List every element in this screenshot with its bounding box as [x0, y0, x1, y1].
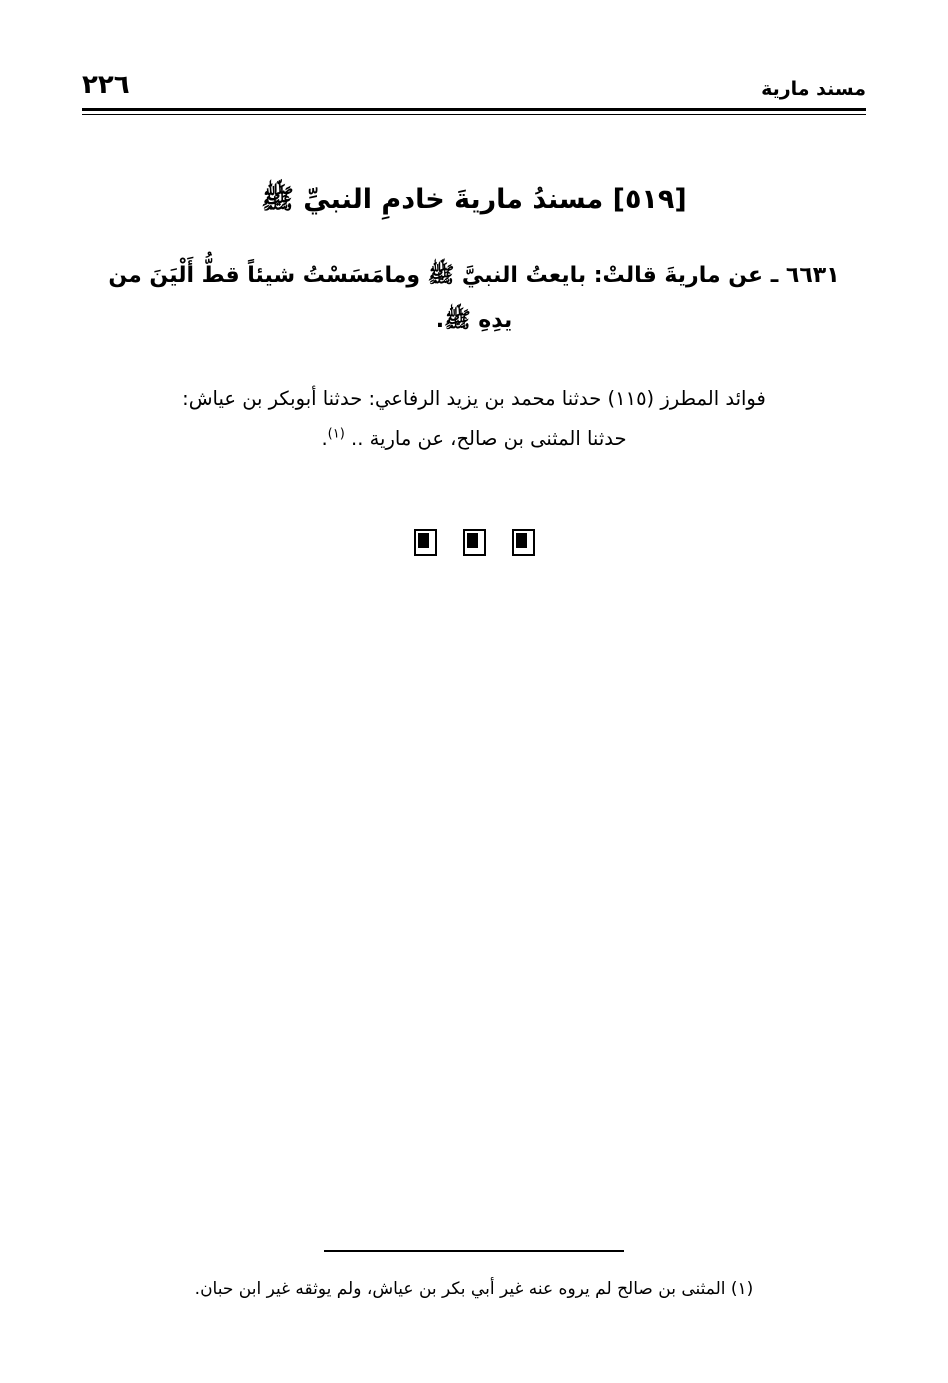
footnote-reference-marker: (١): [327, 426, 345, 442]
hadith-line-2: يدِهِ ﷺ.: [435, 307, 513, 333]
source-line-2: [96, 419, 852, 459]
source-line-2-text: حدثنا المثنى بن صالح، عن مارية ..: [344, 427, 627, 451]
page-header: [82, 70, 866, 106]
header-rule-thick: [82, 108, 866, 111]
page-number: ٢٢٦: [82, 70, 130, 100]
header-rule-thin: [82, 114, 866, 115]
source-line-2-end: .: [321, 427, 328, 451]
source-line-1: فوائد المطرز (١١٥) حدثنا محمد بن يزيد الرفاعي: حدثنا أبوبكر بن عياش:: [182, 387, 766, 411]
footnote-area: [82, 1250, 866, 1305]
footnote-item: (١) المثنى بن صالح لم يروه عنه غير أبي بكر بن عياش، ولم يوثقه غير ابن حبان.: [194, 1279, 754, 1300]
page-body: [82, 177, 866, 556]
hadith-line-1: ٦٦٣١ ـ عن ماريةَ قالتْ: بايعتُ النبيَّ ﷺ ومامَسَسْتُ شيئاً قطُّ أَلْيَنَ من: [108, 262, 840, 288]
section-ornament: [82, 529, 866, 556]
hadith-paragraph: [88, 253, 860, 343]
chapter-title: [٥١٩] مسندُ ماريةَ خادمِ النبيِّ ﷺ: [261, 184, 687, 215]
running-title: مسند مارية: [761, 78, 866, 100]
footnote-separator-rule: [324, 1250, 624, 1252]
ornament-block-icon: [463, 529, 486, 556]
ornament-block-icon: [414, 529, 437, 556]
source-paragraph: [96, 379, 852, 459]
ornament-block-icon: [512, 529, 535, 556]
